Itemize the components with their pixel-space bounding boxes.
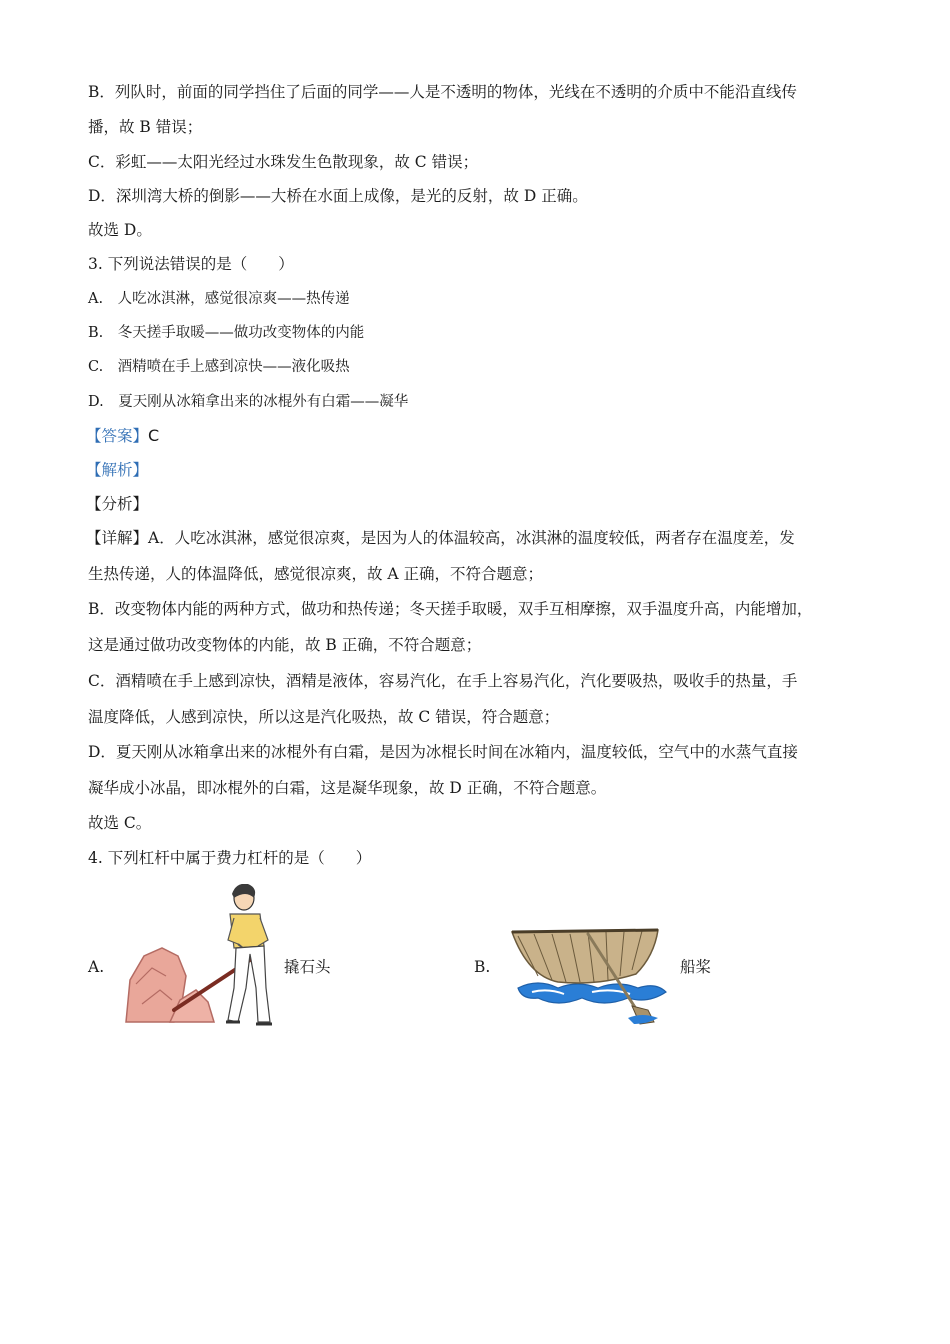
q3-detail-line4: 这是通过做功改变物体的内能，故 B 正确，不符合题意； [88, 636, 482, 654]
q4-option-b-letter: B. [474, 958, 491, 976]
answer-label: 【答案】 [86, 427, 149, 445]
q3-detail-line5: C．酒精喷在手上感到凉快，酒精是液体，容易汽化，在手上容易汽化，汽化要吸热，吸收手的热量，手 [88, 672, 798, 690]
q4-option-b-caption: 船桨 [680, 958, 712, 976]
fenxi-label: 【分析】 [86, 495, 149, 513]
q3-detail-line6: 温度降低，人感到凉快，所以这是汽化吸热，故 C 错误，符合题意； [88, 708, 560, 726]
q3-detail-line1: 【详解】A．人吃冰淇淋，感觉很凉爽，是因为人的体温较高，冰淇淋的温度较低，两者存在温度差，发 [86, 529, 795, 547]
q2-option-d-explanation: D．深圳湾大桥的倒影——大桥在水面上成像，是光的反射，故 D 正确。 [88, 187, 588, 205]
boat-oar-illustration [508, 926, 670, 1026]
q3-detail-line7: D．夏天刚从冰箱拿出来的冰棍外有白霜，是因为冰棍长时间在冰箱内，温度较低，空气中的水蒸气直接 [88, 743, 798, 761]
q3-option-d: D. 夏天刚从冰箱拿出来的冰棍外有白霜——凝华 [88, 394, 409, 410]
q3-option-b: B. 冬天搓手取暖——做功改变物体的内能 [88, 325, 365, 341]
q3-answer [86, 426, 159, 446]
q3-option-c: C. 酒精喷在手上感到凉快——液化吸热 [88, 359, 350, 375]
q3-detail-line2: 生热传递，人的体温降低，感觉很凉爽，故 A 正确，不符合题意； [88, 565, 544, 583]
q4-option-a-letter: A. [88, 958, 105, 976]
detail-label: 【详解】 [86, 529, 149, 547]
answer-value: C [148, 426, 160, 445]
q3-detail-line8: 凝华成小冰晶，即冰棍外的白霜，这是凝华现象，故 D 正确，不符合题意。 [88, 779, 607, 797]
q2-option-b-explanation-line2: 播，故 B 错误； [88, 118, 203, 136]
prying-rock-illustration [122, 884, 280, 1026]
q4-question: 4. 下列杠杆中属于费力杠杆的是（ ） [88, 849, 372, 867]
q2-conclusion: 故选 D。 [88, 221, 152, 239]
q2-option-c-explanation: C．彩虹——太阳光经过水珠发生色散现象，故 C 错误； [88, 153, 479, 171]
q4-option-a-caption: 撬石头 [284, 958, 331, 976]
q3-question: 3. 下列说法错误的是（ ） [88, 255, 294, 273]
q3-detail-line3: B．改变物体内能的两种方式，做功和热传递；冬天搓手取暖，双手互相摩擦，双手温度升高，内能增加， [88, 600, 813, 618]
q3-conclusion: 故选 C。 [88, 814, 152, 832]
q2-option-b-explanation-line1: B．列队时，前面的同学挡住了后面的同学——人是不透明的物体，光线在不透明的介质中不能沿直线传 [88, 83, 797, 101]
q3-option-a: A. 人吃冰淇淋，感觉很凉爽——热传递 [88, 291, 350, 307]
analysis-label: 【解析】 [86, 461, 149, 479]
